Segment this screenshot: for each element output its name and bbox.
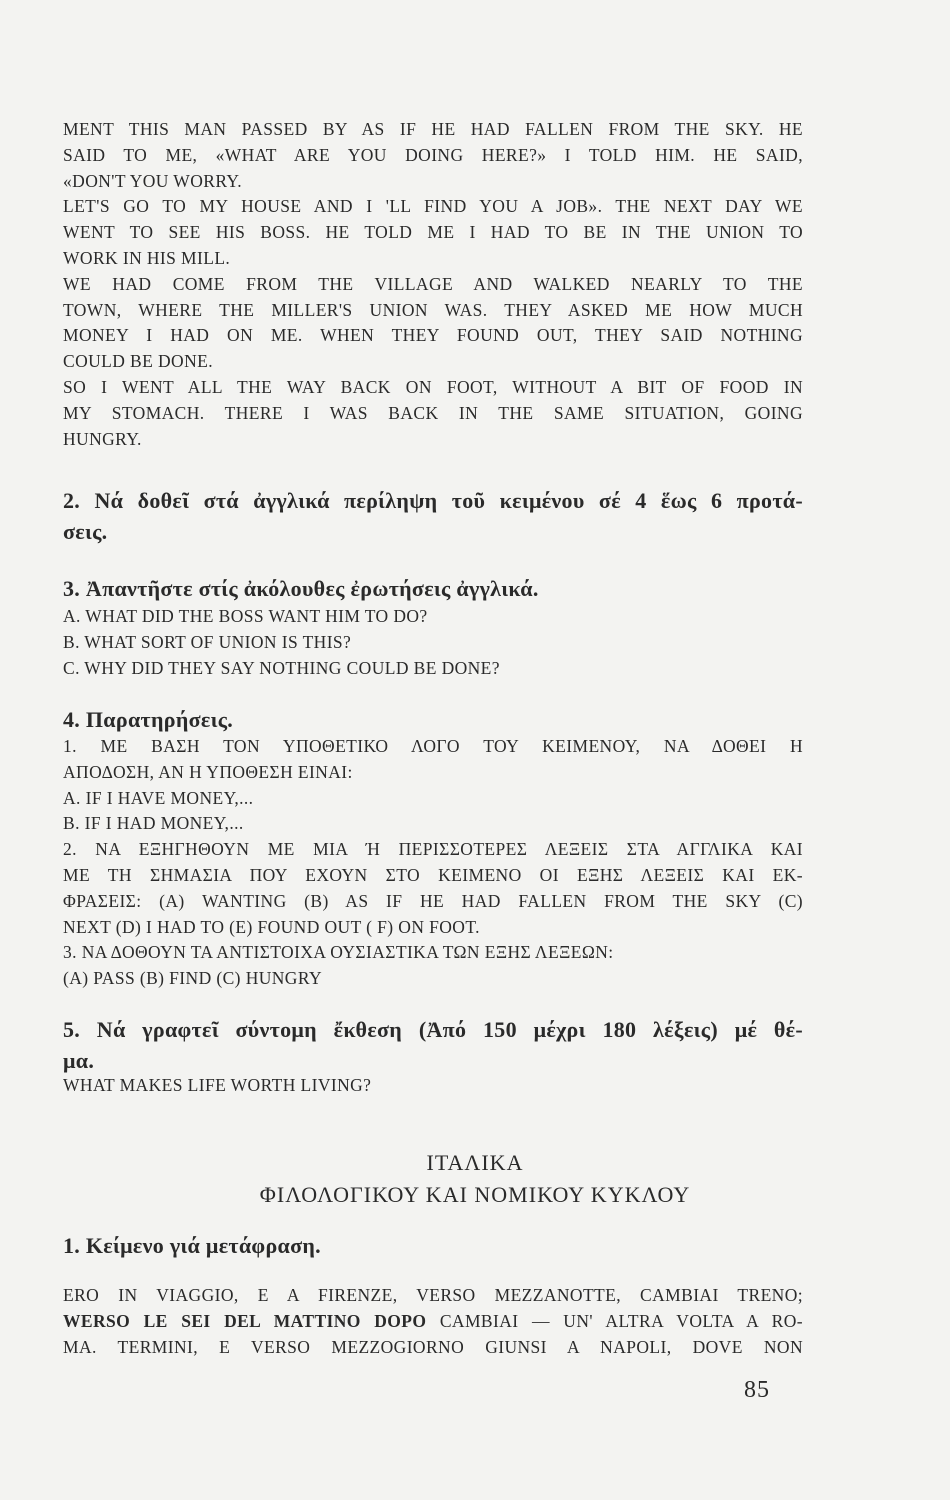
passage-line: WE HAD COME FROM THE VILLAGE AND WALKED NEARLY TO THE bbox=[63, 273, 803, 294]
remark-line: 3. ΝΑ ΔΟΘΟΥΝ ΤΑ ΑΝΤΙΣΤΟΙΧΑ ΟΥΣΙΑΣΤΙΚΑ ΤΩΝ ΕΞΗΣ ΛΕΞΕΩΝ: bbox=[63, 942, 614, 963]
section-subtitle: ΦΙΛΟΛΟΓΙΚΟΥ ΚΑΙ ΝΟΜΙΚΟΥ ΚΥΚΛΟΥ bbox=[259, 1182, 691, 1207]
question-3-heading bbox=[63, 573, 803, 604]
remark-line: 1. ΜΕ ΒΑΣΗ ΤΟΝ ΥΠΟΘΕΤΙΚΟ ΛΟΓΟ ΤΟΥ ΚΕΙΜΕΝΟΥ, ΝΑ ΔΟΘΕΙ Η bbox=[63, 736, 803, 756]
page-number: 85 bbox=[744, 1377, 770, 1403]
italian-line: ERO IN VIAGGIO, E A FIRENZE, VERSO MEZZANOTTE, CAMBIAI TRENO; bbox=[63, 1285, 803, 1305]
remark-line: NEXT (D) I HAD TO (E) FOUND OUT ( F) ON FOOT. bbox=[63, 916, 480, 937]
remark-line: A. IF I HAVE MONEY,... bbox=[63, 787, 254, 808]
passage-line: SAID TO ME, «WHAT ARE YOU DOING HERE?» I TOLD HIM. HE SAID, bbox=[63, 144, 803, 165]
passage-line: MENT THIS MAN PASSED BY AS IF HE HAD FALLEN FROM THE SKY. HE bbox=[63, 119, 803, 139]
question-4-remarks bbox=[63, 734, 803, 992]
passage-line: MONEY I HAD ON ME. WHEN THEY FOUND OUT, THEY SAID NOTHING bbox=[63, 325, 803, 346]
passage-line: LET'S GO TO MY HOUSE AND I 'LL FIND YOU A JOB». THE NEXT DAY WE bbox=[63, 196, 803, 217]
passage-line: WENT TO SEE HIS BOSS. HE TOLD ME I HAD TO BE IN THE UNION TO bbox=[63, 222, 803, 243]
question-2-line: 2. Νά δοθεῖ στά ἀγγλικά περίληψη τοῦ κειμένου σέ 4 ἕως 6 προτά- bbox=[63, 488, 803, 513]
remark-line: B. IF I HAD MONEY,... bbox=[63, 813, 244, 834]
question-4-title: 4. Παρατηρήσεις. bbox=[63, 707, 234, 732]
passage-line: COULD BE DONE. bbox=[63, 351, 213, 372]
question-item: A. WHAT DID THE BOSS WANT HIM TO DO? bbox=[63, 606, 428, 626]
question-3-items bbox=[63, 604, 803, 681]
italian-line bbox=[63, 1309, 803, 1335]
question-2 bbox=[63, 485, 803, 547]
passage-line: SO I WENT ALL THE WAY BACK ON FOOT, WITHOUT A BIT OF FOOD IN bbox=[63, 376, 803, 397]
question-item: B. WHAT SORT OF UNION IS THIS? bbox=[63, 631, 352, 652]
remark-line: ΑΠΟΔΟΣΗ, ΑΝ Η ΥΠΟΘΕΣΗ ΕΙΝΑΙ: bbox=[63, 761, 353, 782]
question-item: C. WHY DID THEY SAY NOTHING COULD BE DONE? bbox=[63, 657, 500, 678]
passage-line: MY STOMACH. THERE I WAS BACK IN THE SAME SITUATION, GOING bbox=[63, 402, 803, 423]
question-5-line: μα. bbox=[63, 1048, 95, 1073]
question-2-line: σεις. bbox=[63, 519, 108, 544]
question-4-heading bbox=[63, 704, 803, 735]
question-3-title: 3. Ἀπαντῆστε στίς ἀκόλουθες ἐρωτήσεις ἀγγλικά. bbox=[63, 576, 539, 601]
remark-line: (A) PASS (B) FIND (C) HUNGRY bbox=[63, 968, 322, 989]
question-5 bbox=[63, 1014, 803, 1076]
passage-line: HUNGRY. bbox=[63, 428, 142, 449]
italian-line: MA. TERMINI, E VERSO MEZZOGIORNO GIUNSI A NAPOLI, DOVE NON bbox=[63, 1336, 803, 1357]
essay-topic: WHAT MAKES LIFE WORTH LIVING? bbox=[63, 1075, 372, 1095]
passage-line: WORK IN HIS MILL. bbox=[63, 247, 231, 268]
italian-line-rest: CAMBIAI — UN' ALTRA VOLTA A RO- bbox=[426, 1310, 803, 1331]
english-passage bbox=[63, 117, 803, 452]
passage-line: «DON'T YOU WORRY. bbox=[63, 170, 242, 191]
remark-line: 2. ΝΑ ΕΞΗΓΗΘΟΥΝ ΜΕ ΜΙΑ Ή ΠΕΡΙΣΣΟΤΕΡΕΣ ΛΕΞΕΙΣ ΣΤΑ ΑΓΓΛΙΚΑ ΚΑΙ bbox=[63, 839, 803, 860]
remark-line: ΜΕ ΤΗ ΣΗΜΑΣΙΑ ΠΟΥ ΕΧΟΥΝ ΣΤΟ ΚΕΙΜΕΝΟ ΟΙ ΕΞΗΣ ΛΕΞΕΙΣ ΚΑΙ ΕΚ- bbox=[63, 864, 803, 885]
italian-bold-phrase: WERSO LE SEI DEL MATTINO DOPO bbox=[63, 1310, 427, 1331]
question-5-line: 5. Νά γραφτεῖ σύντομη ἔκθεση (Ἀπό 150 μέχρι 180 λέξεις) μέ θέ- bbox=[63, 1017, 803, 1042]
question-5-topic bbox=[63, 1073, 803, 1099]
remark-line: ΦΡΑΣΕΙΣ: (A) WANTING (B) AS IF HE HAD FALLEN FROM THE SKY (C) bbox=[63, 890, 803, 911]
section-title: ΙΤΑΛΙΚΑ bbox=[426, 1150, 524, 1175]
italian-passage bbox=[63, 1283, 803, 1360]
passage-line: TOWN, WHERE THE MILLER'S UNION WAS. THEY ASKED ME HOW MUCH bbox=[63, 299, 803, 320]
italian-heading-text: 1. Κείμενο γιά μετάφραση. bbox=[63, 1233, 321, 1258]
italian-heading bbox=[63, 1230, 803, 1261]
